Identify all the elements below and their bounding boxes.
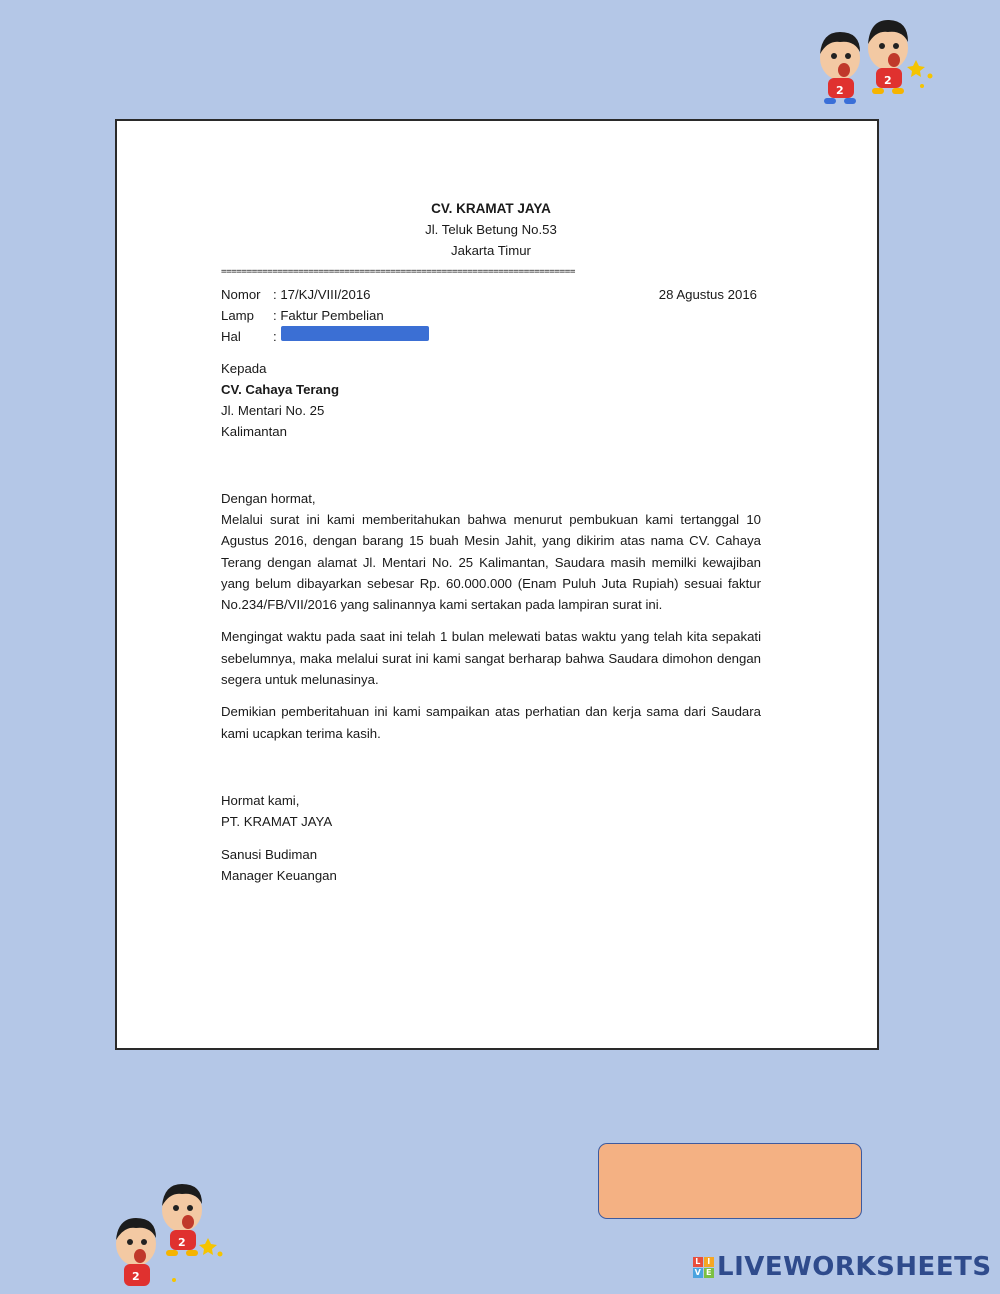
paragraph-1: Melalui surat ini kami memberitahukan bahwa menurut pembukuan kami tertanggal 10 Agustus 2016, dengan barang 15 buah Mesin Jahit, yang dikirim atas nama CV. Cahaya Terang dengan alamat Jl. Mentari No. 25 Kalimantan, Saudara masih memilki kewajiban yang belum dibayarkan sebesar Rp. 60.000.000 (Enam Puluh Juta Rupiah) sesuai faktur No.234/FB/VII/2016 yang salinannya kami sertakan pada lampiran surat ini. <box>221 512 761 613</box>
logo-letter: L <box>693 1257 703 1267</box>
nomor-value: : 17/KJ/VIII/2016 <box>273 287 371 302</box>
nomor-label: Nomor <box>221 287 261 302</box>
lamp-label: Lamp <box>221 308 254 323</box>
hal-label: Hal <box>221 329 241 344</box>
closing-block <box>221 790 761 886</box>
recipient-label: Kepada <box>221 361 267 376</box>
letterhead <box>221 199 761 261</box>
recipient-block <box>221 358 761 442</box>
company-city: Jakarta Timur <box>451 243 531 258</box>
liveworksheets-logo-icon <box>693 1257 714 1278</box>
mascot-shirt-number: 2 <box>132 1270 140 1283</box>
closing-phrase: Hormat kami, <box>221 792 300 808</box>
answer-input-box[interactable] <box>598 1143 862 1219</box>
logo-text: LIVEWORKSHEETS <box>717 1252 992 1282</box>
mascot-shirt-number: 2 <box>836 84 844 97</box>
company-name: CV. KRAMAT JAYA <box>431 201 551 216</box>
redacted-subject <box>281 326 429 341</box>
company-address: Jl. Teluk Betung No.53 <box>425 222 557 237</box>
recipient-company: CV. Cahaya Terang <box>221 382 340 397</box>
letter-page <box>115 119 879 1050</box>
letter-meta <box>221 284 761 347</box>
letter-date: 28 Agustus 2016 <box>658 287 757 302</box>
letter-body <box>221 199 761 886</box>
liveworksheets-logo <box>693 1252 992 1282</box>
logo-letter: I <box>704 1257 714 1267</box>
lamp-row <box>221 305 761 326</box>
recipient-address: Jl. Mentari No. 25 <box>221 403 325 418</box>
lamp-value: : Faktur Pembelian <box>273 308 384 323</box>
header-rule: ===================================================================== <box>221 266 576 277</box>
greeting: Dengan hormat, <box>221 491 316 506</box>
letter-content <box>221 488 761 744</box>
mascot-pair-bottom-icon <box>104 1180 234 1294</box>
hal-row <box>221 326 761 347</box>
mascot-shirt-number: 2 <box>884 74 892 87</box>
mascot-shirt-number: 2 <box>178 1236 186 1249</box>
logo-letter: E <box>704 1268 714 1278</box>
paragraph-3: Demikian pemberitahuan ini kami sampaikan atas perhatian dan kerja sama dari Saudara kami ucapkan terima kasih. <box>221 704 761 741</box>
recipient-city: Kalimantan <box>221 424 287 439</box>
hal-colon: : <box>273 329 277 344</box>
paragraph-2: Mengingat waktu pada saat ini telah 1 bulan melewati batas waktu yang telah kita sepakati sebelumnya, maka melalui surat ini kami sangat berharap bahwa Saudara dimohon dengan segera untuk melunasinya. <box>221 629 761 688</box>
closing-company: PT. KRAMAT JAYA <box>221 813 333 829</box>
logo-letter: V <box>694 1267 702 1277</box>
signer-name: Sanusi Budiman <box>221 846 318 862</box>
mascot-pair-top-icon <box>808 10 938 108</box>
signer-title: Manager Keuangan <box>221 867 337 883</box>
